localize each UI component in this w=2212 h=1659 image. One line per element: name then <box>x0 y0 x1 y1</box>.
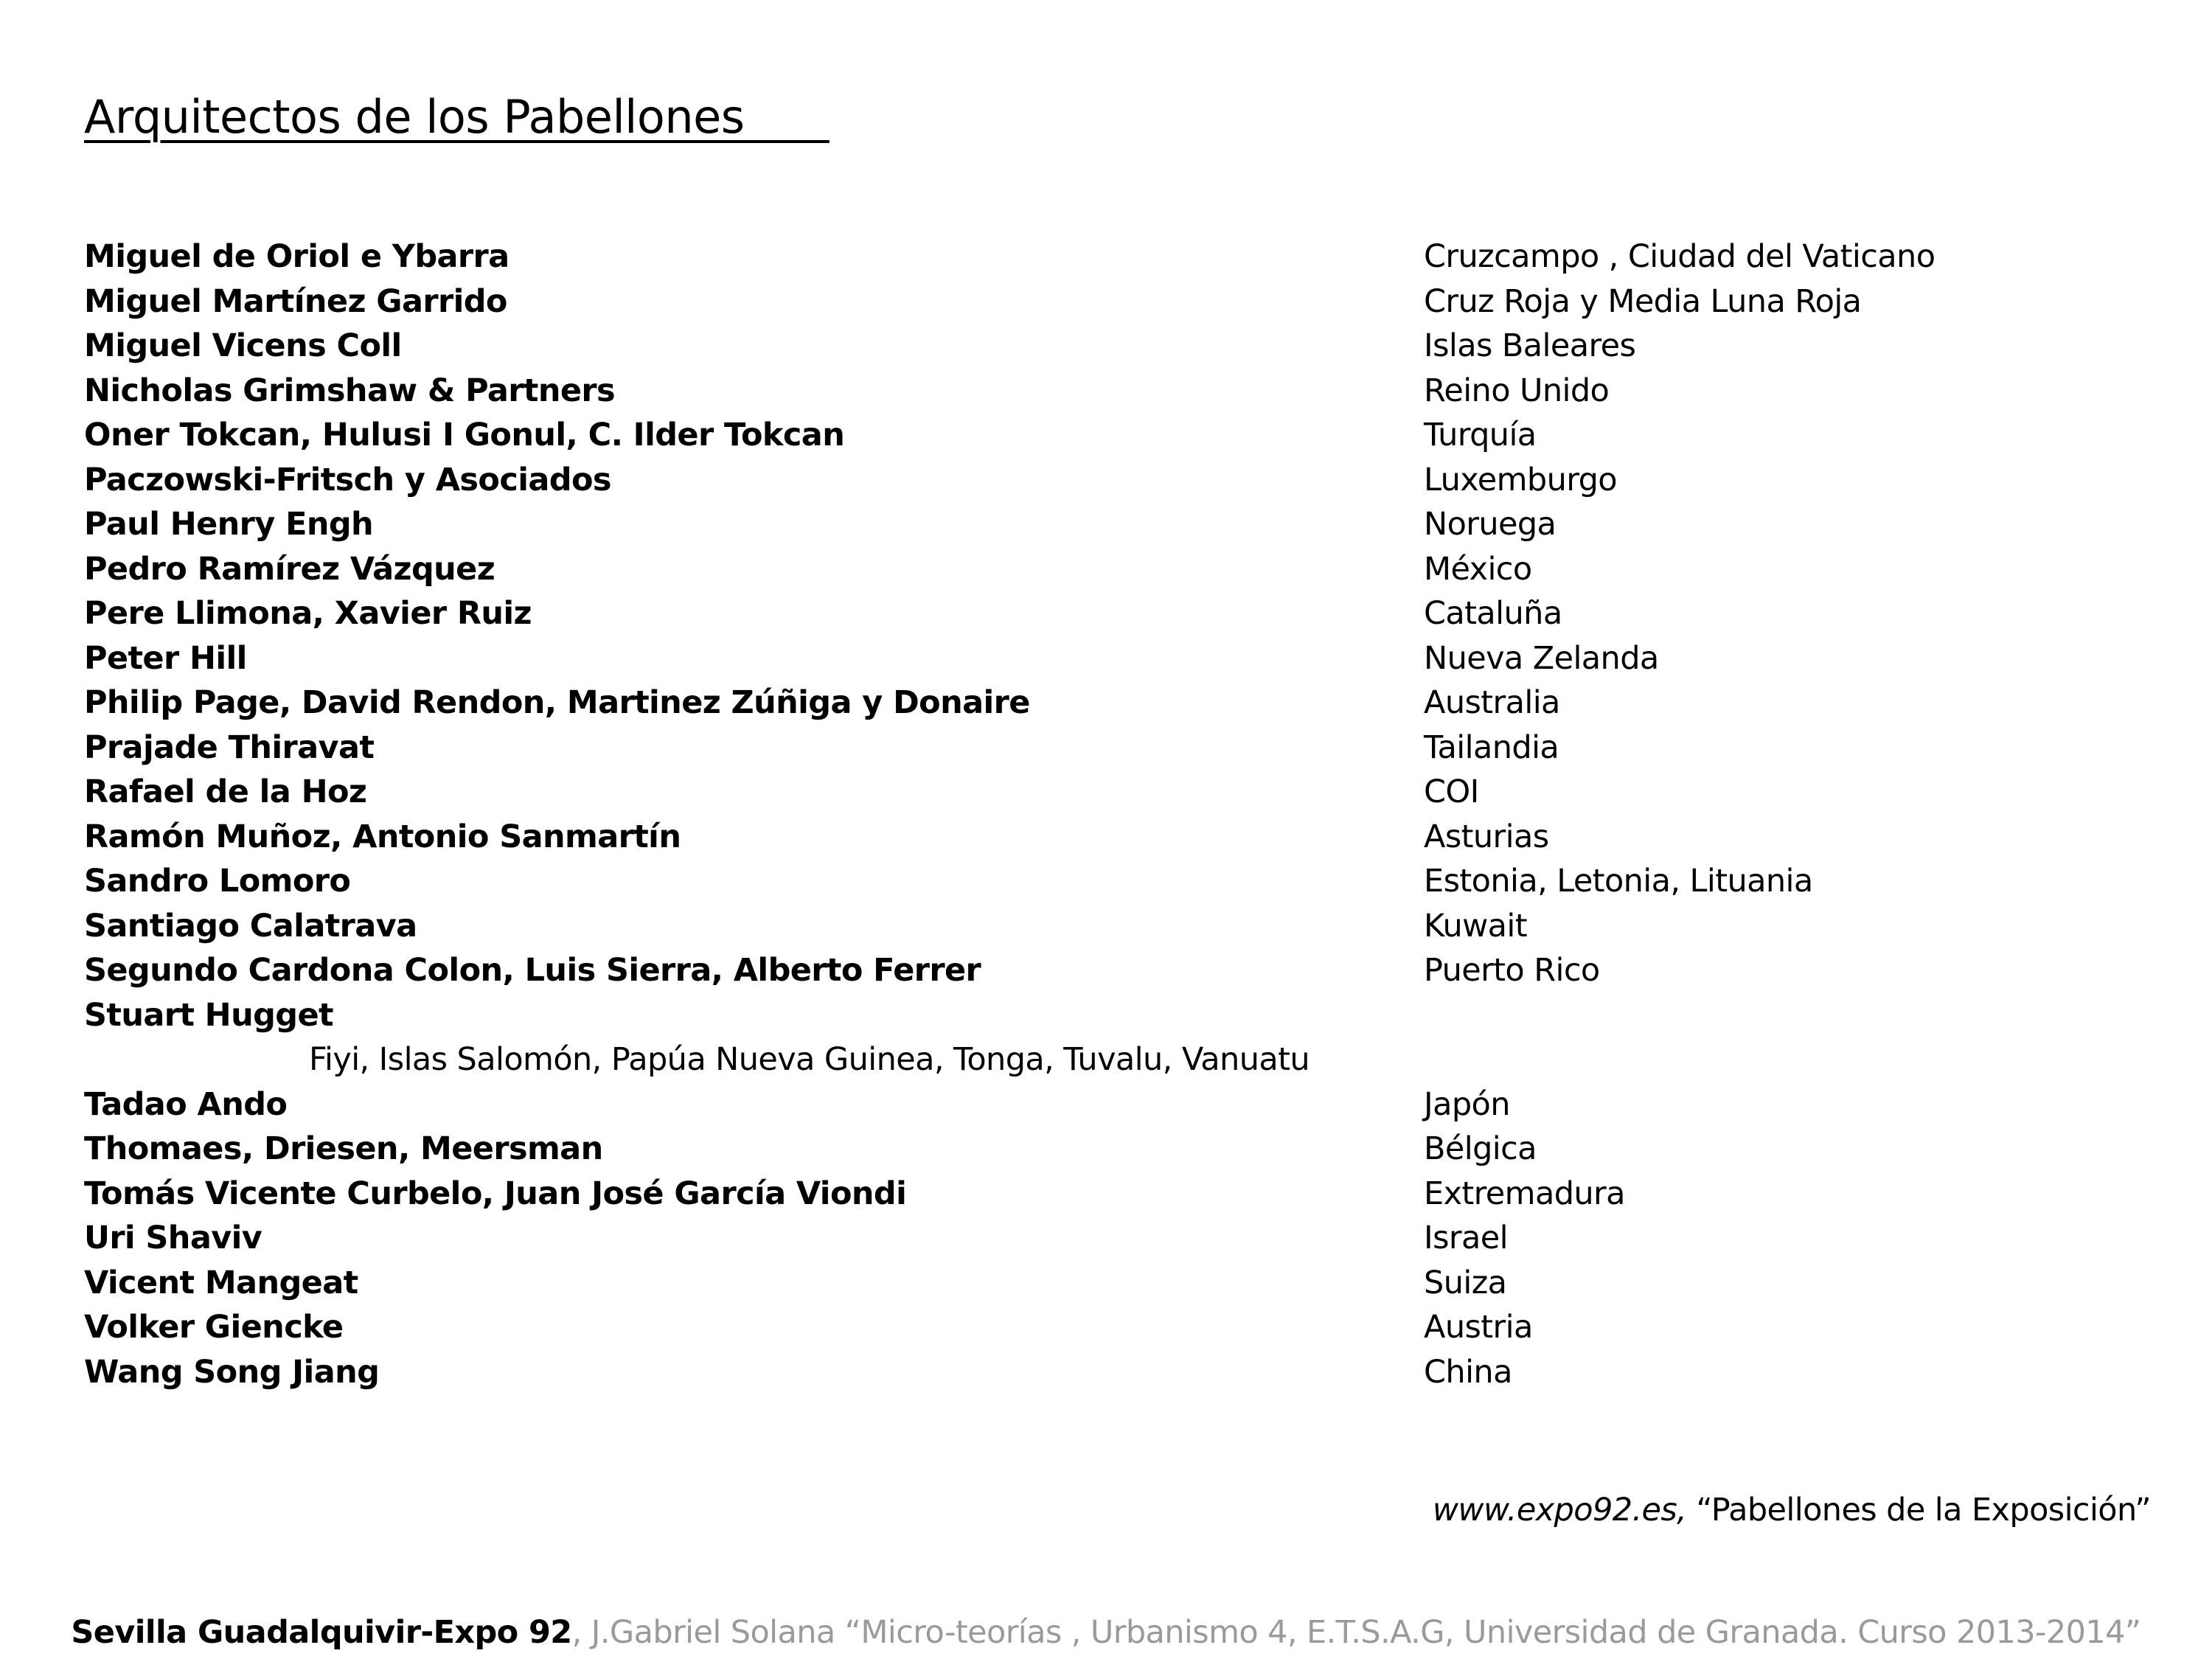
architect-name: Ramón Muñoz, Antonio Sanmartín <box>84 818 681 855</box>
pavilion-name: Fiyi, Islas Salomón, Papúa Nueva Guinea, Tonga, Tuvalu, Vanuatu <box>309 1041 1310 1078</box>
architect-name: Rafael de la Hoz <box>84 773 367 810</box>
architect-name: Paczowski-Fritsch y Asociados <box>84 461 611 498</box>
list-item <box>84 279 2149 324</box>
pavilion-name: Cruzcampo , Ciudad del Vaticano <box>1424 238 1935 275</box>
list-item <box>84 1350 2149 1395</box>
architect-name: Tadao Ando <box>84 1085 288 1123</box>
pavilion-name: COI <box>1424 773 1479 810</box>
pavilion-name: Estonia, Letonia, Lituania <box>1424 863 1813 900</box>
pavilion-name: Japón <box>1424 1085 1510 1123</box>
list-item <box>84 681 2149 726</box>
architect-name: Philip Page, David Rendon, Martinez Zúñiga y Donaire <box>84 684 1030 721</box>
list-item <box>84 815 2149 860</box>
list-item <box>84 1127 2149 1172</box>
architect-name: Miguel Vicens Coll <box>84 327 402 364</box>
list-item <box>84 591 2149 636</box>
pavilion-name: Nueva Zelanda <box>1424 639 1659 677</box>
pavilion-name: Kuwait <box>1424 907 1528 945</box>
pavilion-name: Suiza <box>1424 1264 1507 1301</box>
list-item <box>84 726 2149 771</box>
pavilion-name: Austria <box>1424 1309 1533 1346</box>
list-item <box>84 904 2149 949</box>
architect-name: Pere Llimona, Xavier Ruiz <box>84 595 532 632</box>
list-item <box>84 502 2149 547</box>
pavilion-name: México <box>1424 550 1532 588</box>
architect-name: Vicent Mangeat <box>84 1264 358 1301</box>
pavilion-name: Tailandia <box>1424 728 1559 766</box>
list-item <box>84 993 2149 1038</box>
list-item <box>84 1261 2149 1306</box>
pavilion-name: China <box>1424 1353 1512 1391</box>
slide-title: Arquitectos de los Pabellones <box>84 90 830 144</box>
list-item <box>84 770 2149 815</box>
list-item <box>84 234 2149 279</box>
pavilion-name: Extremadura <box>1424 1175 1625 1212</box>
pavilion-name: Asturias <box>1424 818 1549 855</box>
architect-name: Sandro Lomoro <box>84 863 351 900</box>
footer-course-title: Sevilla Guadalquivir-Expo 92 <box>71 1614 572 1651</box>
architect-name: Stuart Hugget <box>84 996 333 1034</box>
architect-name: Tomás Vicente Curbelo, Juan José García Viondi <box>84 1175 907 1212</box>
list-item <box>84 1172 2149 1217</box>
architect-name: Paul Henry Engh <box>84 506 374 543</box>
architect-name: Thomaes, Driesen, Meersman <box>84 1130 603 1167</box>
pavilion-name: Islas Baleares <box>1424 327 1636 364</box>
list-item <box>84 547 2149 592</box>
list-item <box>84 859 2149 904</box>
architect-name: Pedro Ramírez Vázquez <box>84 550 495 588</box>
pavilion-name: Bélgica <box>1424 1130 1537 1167</box>
pavilion-name: Puerto Rico <box>1424 952 1600 989</box>
list-item <box>84 1305 2149 1350</box>
source-site: www.expo92.es, <box>1432 1492 1687 1528</box>
source-text: “Pabellones de la Exposición” <box>1686 1492 2151 1528</box>
list-item <box>84 369 2149 414</box>
list-item <box>84 1216 2149 1261</box>
architect-name: Miguel de Oriol e Ybarra <box>84 238 509 275</box>
architect-name: Oner Tokcan, Hulusi I Gonul, C. Ilder Tokcan <box>84 417 845 453</box>
architect-pavilion-list <box>84 234 2149 1394</box>
pavilion-name: Cataluña <box>1424 595 1562 632</box>
pavilion-name: Israel <box>1424 1220 1508 1256</box>
list-item <box>84 1037 2149 1082</box>
architect-name: Wang Song Jiang <box>84 1353 380 1391</box>
list-item <box>84 636 2149 681</box>
pavilion-name: Noruega <box>1424 506 1557 543</box>
pavilion-name: Reino Unido <box>1424 372 1610 409</box>
pavilion-name: Australia <box>1424 684 1560 721</box>
pavilion-name: Luxemburgo <box>1424 461 1617 498</box>
list-item <box>84 458 2149 503</box>
architect-name: Volker Giencke <box>84 1309 344 1346</box>
architect-name: Uri Shaviv <box>84 1220 262 1256</box>
architect-name: Prajade Thiravat <box>84 728 375 766</box>
architect-name: Nicholas Grimshaw & Partners <box>84 372 616 409</box>
architect-name: Peter Hill <box>84 639 247 677</box>
architect-name: Segundo Cardona Colon, Luis Sierra, Alberto Ferrer <box>84 952 981 989</box>
architect-name: Miguel Martínez Garrido <box>84 282 507 320</box>
list-item <box>84 324 2149 369</box>
footer-author-info: , J.Gabriel Solana “Micro-teorías , Urbanismo 4, E.T.S.A.G, Universidad de Granada. Curso 2013-2014” <box>571 1614 2141 1651</box>
list-item <box>84 1082 2149 1127</box>
pavilion-name: Turquía <box>1424 417 1537 453</box>
list-item <box>84 948 2149 993</box>
list-item <box>84 413 2149 458</box>
footer-credit <box>0 1610 2212 1655</box>
architect-name: Santiago Calatrava <box>84 907 417 945</box>
pavilion-name: Cruz Roja y Media Luna Roja <box>1424 282 1862 320</box>
source-citation <box>1433 1488 2151 1532</box>
